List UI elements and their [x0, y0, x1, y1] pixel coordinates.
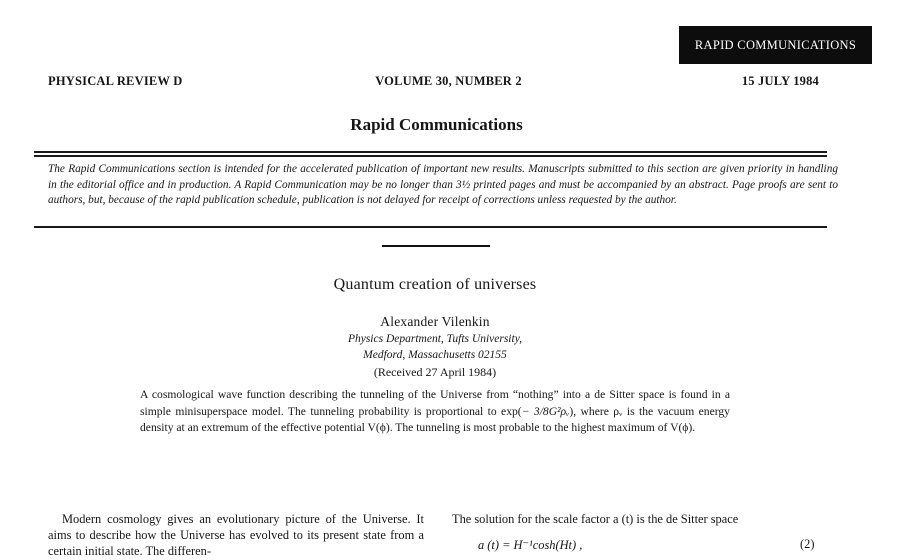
abstract-text-1: A cosmological wave function describing the tunneling of the Universe from “nothing” into a de Sitter space is found in a simple minisuperspace model. The tunneling probability is proportional to exp(	[140, 388, 730, 418]
section-intro: The Rapid Communications section is intended for the accelerated publication of important new results. Manuscripts submitted to this section are given priority in handling in the editorial office and in production. A Rapid Communication may be no longer than 3½ printed pages and must be accompanied by an abstract. Page proofs are sent to authors, but, because of the rapid publication schedule, publication is not delayed for receipt of corrections unless requested by the author.	[48, 163, 838, 207]
abstract	[140, 387, 730, 437]
equation-2: a (t) = H⁻¹cosh(Ht) ,	[478, 538, 583, 552]
journal-name: PHYSICAL REVIEW D	[48, 74, 183, 88]
separator-rule	[382, 245, 490, 247]
body-right-text: The solution for the scale factor a (t) is the de Sitter space	[452, 512, 739, 526]
issue-date: 15 JULY 1984	[741, 74, 819, 88]
equation-number: (2)	[800, 537, 815, 551]
bottom-rule	[34, 226, 827, 228]
author-name: Alexander Vilenkin	[380, 314, 490, 329]
affiliation-location: Medford, Massachusetts 02155	[363, 349, 507, 361]
body-column-right	[452, 511, 832, 527]
received-date: (Received 27 April 1984)	[373, 365, 497, 379]
body-column-left	[48, 511, 424, 560]
article-title: Quantum creation of universes	[333, 276, 537, 293]
top-rule-double	[34, 155, 827, 157]
top-rule	[34, 151, 827, 153]
affiliation-department: Physics Department, Tufts University,	[347, 333, 523, 345]
abstract-text-2: ), where ρᵥ is the vacuum energy density at an extremum of the effective potential V(ϕ). The tunneling is most probable to the highest maximum of V(ϕ).	[140, 404, 730, 434]
volume-number: VOLUME 30, NUMBER 2	[375, 74, 522, 88]
body-left-text: Modern cosmology gives an evolutionary picture of the Universe. It aims to describe how the Universe has evolved to its present state from a certain initial state. The differen-	[48, 512, 424, 559]
section-title: Rapid Communications	[350, 115, 523, 134]
abstract-formula: − 3/8G²ρᵥ	[521, 404, 570, 418]
rapid-communications-badge: RAPID COMMUNICATIONS	[679, 26, 872, 64]
